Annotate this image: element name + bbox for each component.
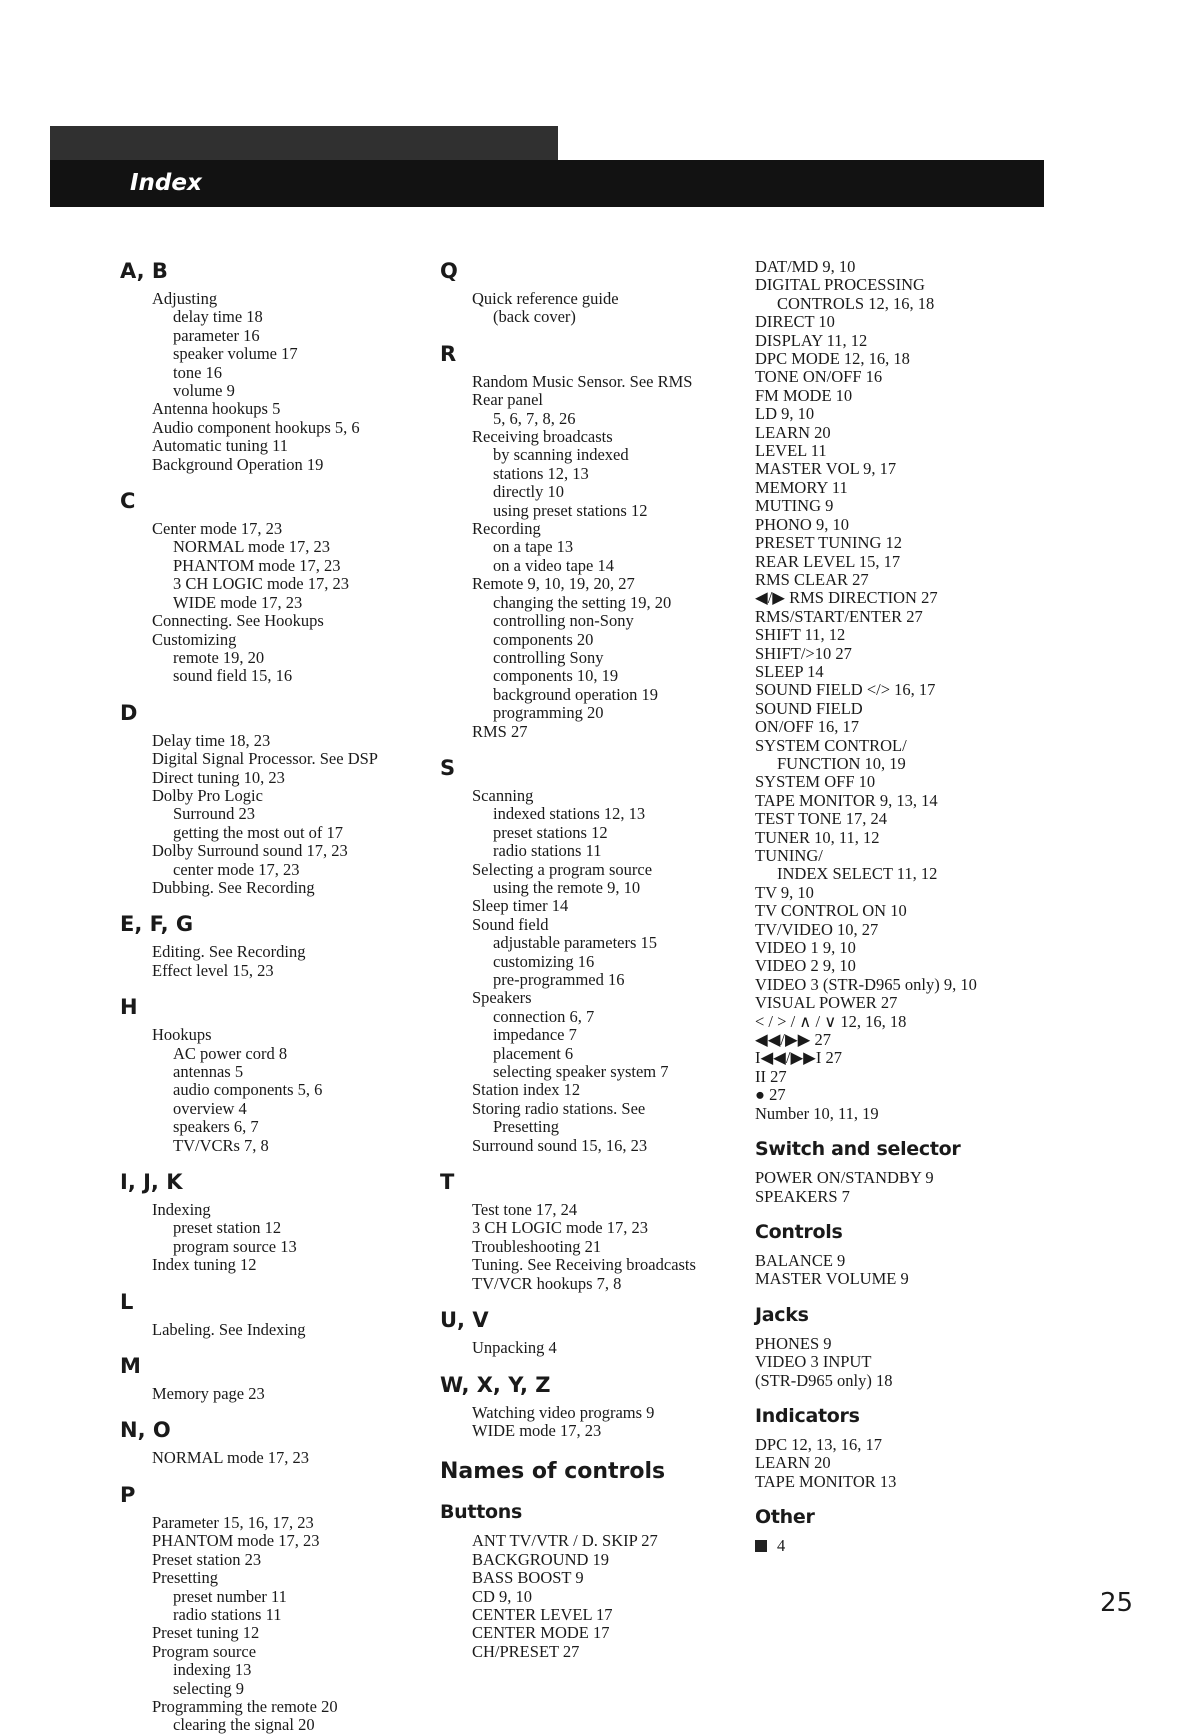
header-band-top <box>50 126 558 160</box>
index-entry <box>755 1537 1165 1555</box>
index-letter-heading: M <box>120 1354 141 1379</box>
index-entry: RMS/START/ENTER 27 <box>755 606 923 626</box>
index-entry: RMS 27 <box>472 721 528 741</box>
index-entry: Adjusting <box>152 289 218 308</box>
index-entry: CENTER LEVEL 17 <box>472 1604 613 1624</box>
section-heading: Names of controls <box>440 1459 666 1485</box>
index-subentry: sound field 15, 16 <box>173 666 293 686</box>
index-subentry: TV/VCRs 7, 8 <box>173 1135 269 1155</box>
index-entry: Indexing <box>152 1200 211 1220</box>
index-entry: Antenna hookups 5 <box>152 399 281 419</box>
index-subentry: INDEX SELECT 11, 12 <box>777 864 938 884</box>
index-entry: PHONES 9 <box>755 1333 832 1353</box>
index-subentry: on a tape 13 <box>493 537 574 557</box>
index-entry: Storing radio stations. See <box>472 1098 646 1118</box>
index-entry: MASTER VOLUME 9 <box>755 1269 909 1289</box>
index-subentry: selecting speaker system 7 <box>493 1062 669 1082</box>
index-entry: VIDEO 2 9, 10 <box>755 956 856 976</box>
index-entry: Direct tuning 10, 23 <box>152 767 285 787</box>
index-subentry: tone 16 <box>173 362 223 382</box>
square-symbol-icon <box>755 1540 767 1552</box>
index-subentry: AC power cord 8 <box>173 1043 288 1063</box>
index-entry: SLEEP 14 <box>755 661 824 681</box>
index-entry: PRESET TUNING 12 <box>755 533 902 553</box>
index-entry: LEARN 20 <box>755 422 831 442</box>
index-entry: Audio component hookups 5, 6 <box>152 417 360 437</box>
index-entry: PHONO 9, 10 <box>755 514 849 534</box>
index-entry: Center mode 17, 23 <box>152 519 283 539</box>
index-entry: Memory page 23 <box>152 1384 265 1404</box>
index-entry: Rear panel <box>472 390 544 410</box>
index-letter-heading: R <box>440 341 457 366</box>
index-letter-heading: S <box>440 755 456 780</box>
index-entry: Receiving broadcasts <box>472 427 613 447</box>
index-entry: I◀◀/▶▶I 27 <box>755 1048 842 1068</box>
index-letter-heading: I, J, K <box>120 1170 183 1195</box>
index-entry: Presetting <box>152 1568 218 1588</box>
index-entry: Tuning. See Receiving broadcasts <box>472 1255 696 1275</box>
index-entry: DIGITAL PROCESSING <box>755 275 925 295</box>
index-entry: Dubbing. See Recording <box>152 877 315 897</box>
index-entry: FM MODE 10 <box>755 385 853 405</box>
index-entry: 3 CH LOGIC mode 17, 23 <box>472 1218 648 1238</box>
index-column-3 <box>755 258 1165 1556</box>
index-letter-heading: W, X, Y, Z <box>440 1372 551 1397</box>
subsection-heading: Jacks <box>755 1303 809 1326</box>
index-entry: Selecting a program source <box>472 859 653 879</box>
index-entry: CD 9, 10 <box>472 1586 533 1606</box>
index-entry: Speakers <box>472 988 532 1008</box>
index-entry: BALANCE 9 <box>755 1250 846 1270</box>
subsection-heading: Controls <box>755 1220 843 1243</box>
index-subentry: background operation 19 <box>493 684 658 704</box>
index-entry: Dolby Surround sound 17, 23 <box>152 841 348 861</box>
index-entry: < / > / ∧ / ∨ 12, 16, 18 <box>755 1011 907 1031</box>
index-entry: DIRECT 10 <box>755 312 835 332</box>
index-entry: Random Music Sensor. See RMS <box>472 371 693 391</box>
index-subentry: 5, 6, 7, 8, 26 <box>493 408 576 428</box>
index-subentry: speaker volume 17 <box>173 344 298 364</box>
index-letter-heading: E, F, G <box>120 912 194 937</box>
index-letter-heading: D <box>120 700 138 725</box>
index-subentry: preset stations 12 <box>493 822 608 842</box>
index-entry: TEST TONE 17, 24 <box>755 809 888 829</box>
index-entry: Remote 9, 10, 19, 20, 27 <box>472 574 635 594</box>
index-entry: ◀◀/▶▶ 27 <box>755 1030 831 1050</box>
index-entry: Troubleshooting 21 <box>472 1236 602 1256</box>
index-entry: SOUND FIELD <box>755 698 863 718</box>
index-subentry: center mode 17, 23 <box>173 859 300 879</box>
index-letter-heading: A, B <box>120 259 168 283</box>
index-entry: TV/VCR hookups 7, 8 <box>472 1273 622 1293</box>
index-letter-heading: Q <box>440 259 458 283</box>
index-entry: TUNER 10, 11, 12 <box>755 827 880 847</box>
index-subentry: (back cover) <box>493 307 576 327</box>
index-subentry: preset number 11 <box>173 1586 287 1606</box>
index-subentry: volume 9 <box>173 381 235 401</box>
index-entry: Watching video programs 9 <box>472 1402 655 1422</box>
index-entry: DAT/MD 9, 10 <box>755 257 856 276</box>
index-subentry: using preset stations 12 <box>493 500 648 520</box>
index-subentry: customizing 16 <box>493 951 595 971</box>
index-subentry: clearing the signal 20 <box>173 1715 315 1735</box>
index-subentry: parameter 16 <box>173 325 260 345</box>
index-subentry: Surround 23 <box>173 804 256 824</box>
index-entry: VISUAL POWER 27 <box>755 993 898 1013</box>
index-entry: Hookups <box>152 1025 212 1045</box>
index-entry: LD 9, 10 <box>755 404 815 424</box>
index-entry: Automatic tuning 11 <box>152 436 288 456</box>
index-subentry: programming 20 <box>493 703 604 723</box>
index-letter-heading: U, V <box>440 1308 489 1333</box>
index-entry: POWER ON/STANDBY 9 <box>755 1168 934 1188</box>
index-entry: TONE ON/OFF 16 <box>755 367 883 387</box>
index-entry: Number 10, 11, 19 <box>755 1103 879 1123</box>
index-entry: TAPE MONITOR 13 <box>755 1471 897 1491</box>
index-subentry: 3 CH LOGIC mode 17, 23 <box>173 574 349 594</box>
index-letter-heading: C <box>120 489 136 514</box>
index-subentry: preset station 12 <box>173 1218 282 1238</box>
index-entry: CENTER MODE 17 <box>472 1623 610 1643</box>
subsection-heading: Other <box>755 1506 815 1529</box>
index-subentry: indexing 13 <box>173 1660 252 1680</box>
index-entry: (STR-D965 only) 18 <box>755 1370 893 1390</box>
index-entry: Recording <box>472 519 541 539</box>
index-entry: Parameter 15, 16, 17, 23 <box>152 1512 314 1532</box>
index-entry: MUTING 9 <box>755 496 834 516</box>
index-entry: SPEAKERS 7 <box>755 1186 850 1206</box>
index-subentry: overview 4 <box>173 1098 247 1118</box>
index-subentry: controlling Sony <box>493 647 604 667</box>
index-entry: CH/PRESET 27 <box>472 1641 580 1661</box>
index-entry: BASS BOOST 9 <box>472 1568 584 1588</box>
index-subentry: components 10, 19 <box>493 666 619 686</box>
index-entry-page: 4 <box>777 1536 786 1556</box>
index-entry: SOUND FIELD </> 16, 17 <box>755 680 936 700</box>
index-entry: Labeling. See Indexing <box>152 1319 306 1339</box>
index-entry: Index tuning 12 <box>152 1255 257 1275</box>
index-entry: Preset tuning 12 <box>152 1623 260 1643</box>
index-entry: DPC 12, 13, 16, 17 <box>755 1434 882 1454</box>
index-subentry: Presetting <box>493 1117 559 1137</box>
index-entry: VIDEO 1 9, 10 <box>755 938 856 958</box>
index-subentry: selecting 9 <box>173 1678 245 1698</box>
index-subentry: FUNCTION 10, 19 <box>777 753 906 773</box>
index-entry: RMS CLEAR 27 <box>755 569 869 589</box>
index-entry: NORMAL mode 17, 23 <box>152 1448 310 1468</box>
index-entry: DISPLAY 11, 12 <box>755 330 868 350</box>
index-subentry: components 20 <box>493 629 594 649</box>
index-entry: Station index 12 <box>472 1080 581 1100</box>
index-subentry: indexed stations 12, 13 <box>493 804 646 824</box>
index-subentry: getting the most out of 17 <box>173 822 344 842</box>
index-subentry: stations 12, 13 <box>493 463 589 483</box>
index-subentry: PHANTOM mode 17, 23 <box>173 555 341 575</box>
index-letter-heading: N, O <box>120 1418 171 1443</box>
index-entry: SYSTEM OFF 10 <box>755 772 876 792</box>
index-entry: LEVEL 11 <box>755 441 827 461</box>
index-entry: TV CONTROL ON 10 <box>755 901 907 921</box>
index-letter-heading: H <box>120 995 138 1020</box>
index-entry: ● 27 <box>755 1085 786 1105</box>
index-subentry: WIDE mode 17, 23 <box>173 592 303 612</box>
index-subentry: pre-programmed 16 <box>493 970 625 989</box>
index-entry: SHIFT 11, 12 <box>755 625 846 645</box>
index-entry: Background Operation 19 <box>152 454 324 474</box>
index-entry: ANT TV/VTR / D. SKIP 27 <box>472 1531 658 1551</box>
index-subentry: remote 19, 20 <box>173 647 265 667</box>
index-letter-heading: P <box>120 1482 136 1507</box>
index-entry: VIDEO 3 (STR-D965 only) 9, 10 <box>755 974 977 994</box>
index-entry: VIDEO 3 INPUT <box>755 1352 872 1372</box>
index-subentry: controlling non-Sony <box>493 611 634 631</box>
index-entry: TAPE MONITOR 9, 13, 14 <box>755 790 938 810</box>
index-entry: PHANTOM mode 17, 23 <box>152 1531 320 1551</box>
index-subentry: directly 10 <box>493 482 565 502</box>
subsection-heading: Indicators <box>755 1404 860 1427</box>
index-entry: DPC MODE 12, 16, 18 <box>755 349 910 369</box>
index-subentry: on a video tape 14 <box>493 555 614 575</box>
index-entry: Unpacking 4 <box>472 1338 557 1358</box>
index-subentry: by scanning indexed <box>493 445 629 465</box>
index-entry: Digital Signal Processor. See DSP <box>152 749 378 769</box>
index-entry: ◀/▶ RMS DIRECTION 27 <box>755 588 938 608</box>
index-entry: TV/VIDEO 10, 27 <box>755 919 879 939</box>
index-entry: SYSTEM CONTROL/ <box>755 735 907 755</box>
index-entry: LEARN 20 <box>755 1453 831 1473</box>
index-entry: BACKGROUND 19 <box>472 1549 610 1569</box>
index-entry: Connecting. See Hookups <box>152 611 324 631</box>
index-entry: Dolby Pro Logic <box>152 785 263 805</box>
index-letter-heading: L <box>120 1289 134 1314</box>
index-subentry: CONTROLS 12, 16, 18 <box>777 293 935 313</box>
index-subentry: speakers 6, 7 <box>173 1117 259 1137</box>
page-title: Index <box>130 170 202 196</box>
index-entry: Program source <box>152 1641 257 1661</box>
index-subentry: radio stations 11 <box>493 841 602 861</box>
index-subentry: connection 6, 7 <box>493 1006 595 1026</box>
index-entry: Customizing <box>152 629 237 649</box>
index-entry: Sound field <box>472 914 549 934</box>
index-column-2 <box>440 258 760 1661</box>
index-subentry: audio components 5, 6 <box>173 1080 323 1100</box>
index-subentry: delay time 18 <box>173 307 263 327</box>
index-entry: Effect level 15, 23 <box>152 960 274 980</box>
index-entry: MEMORY 11 <box>755 477 848 497</box>
index-entry: Test tone 17, 24 <box>472 1200 578 1220</box>
index-entry: Quick reference guide <box>472 289 619 308</box>
index-subentry: using the remote 9, 10 <box>493 877 641 897</box>
subsection-heading: Buttons <box>440 1501 522 1524</box>
index-entry: MASTER VOL 9, 17 <box>755 459 897 479</box>
index-entry: TUNING/ <box>755 846 823 865</box>
index-entry: Delay time 18, 23 <box>152 730 271 750</box>
index-subentry: NORMAL mode 17, 23 <box>173 537 331 557</box>
index-entry: Editing. See Recording <box>152 942 306 962</box>
index-entry: Sleep timer 14 <box>472 896 569 916</box>
index-entry: Preset station 23 <box>152 1549 262 1569</box>
index-subentry: adjustable parameters 15 <box>493 933 658 953</box>
index-subentry: program source 13 <box>173 1236 297 1256</box>
index-entry: Surround sound 15, 16, 23 <box>472 1135 648 1155</box>
index-subentry: changing the setting 19, 20 <box>493 592 672 612</box>
index-entry: REAR LEVEL 15, 17 <box>755 551 901 571</box>
index-entry: ON/OFF 16, 17 <box>755 717 860 737</box>
index-letter-heading: T <box>440 1170 455 1195</box>
index-subentry: antennas 5 <box>173 1062 244 1081</box>
index-subentry: impedance 7 <box>493 1025 577 1045</box>
index-subentry: radio stations 11 <box>173 1604 282 1624</box>
index-entry: II 27 <box>755 1066 787 1086</box>
index-entry: Scanning <box>472 785 534 805</box>
index-entry: Programming the remote 20 <box>152 1696 338 1716</box>
index-entry: WIDE mode 17, 23 <box>472 1420 602 1440</box>
index-entry: SHIFT/>10 27 <box>755 643 852 663</box>
page-number: 25 <box>1100 1588 1134 1618</box>
index-subentry: placement 6 <box>493 1043 574 1063</box>
subsection-heading: Switch and selector <box>755 1138 961 1161</box>
index-entry: TV 9, 10 <box>755 882 814 902</box>
index-column-1 <box>120 258 420 1735</box>
